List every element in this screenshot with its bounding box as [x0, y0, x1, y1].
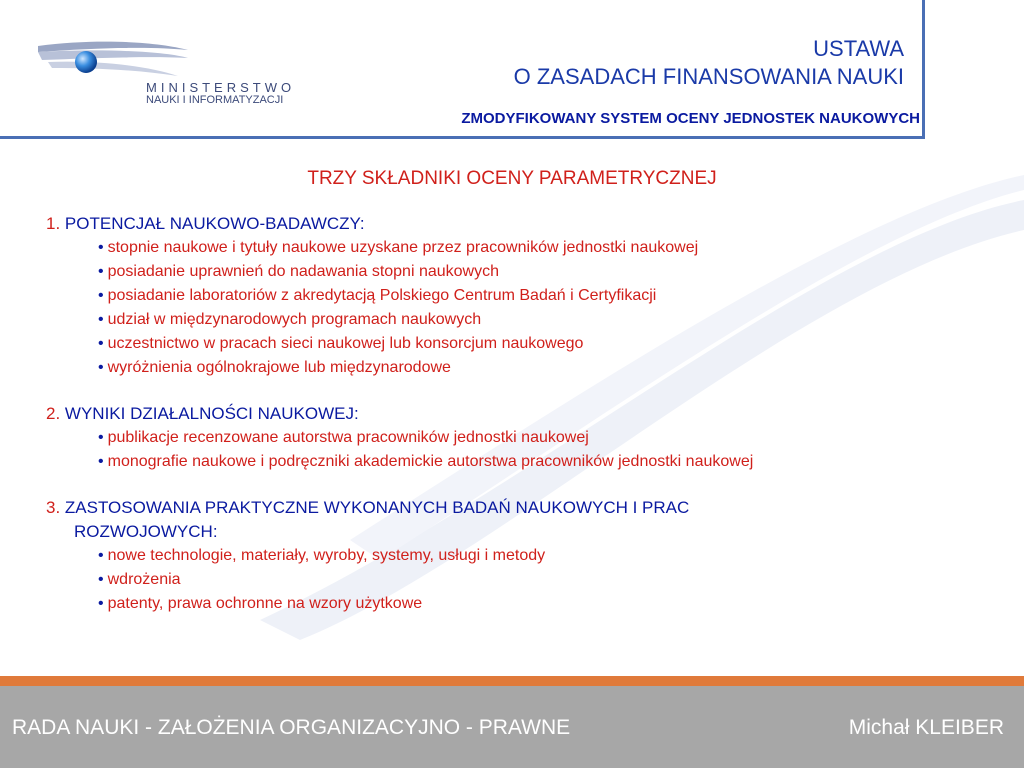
section-3-title-cont: ROZWOJOWYCH:: [74, 522, 218, 541]
logo-text-ministerstwo: MINISTERSTWO: [146, 80, 296, 95]
subtitle: ZMODYFIKOWANY SYSTEM OCENY JEDNOSTEK NAUKOWYCH: [461, 110, 920, 127]
list-item: • wdrożenia: [98, 571, 181, 588]
logo-text-nauki: NAUKI I INFORMATYZACJI: [146, 94, 284, 106]
section-1-number: 1.: [46, 214, 61, 233]
content-area: [46, 212, 986, 638]
section-3: [46, 496, 986, 616]
section-2-list: [46, 426, 986, 474]
section-1-title: [46, 212, 986, 236]
section-1-title-text: POTENCJAŁ NAUKOWO-BADAWCZY:: [64, 214, 365, 233]
list-item: • udział w międzynarodowych programach naukowych: [98, 311, 482, 328]
list-item: • publikacje recenzowane autorstwa pracowników jednostki naukowej: [98, 429, 589, 446]
list-item: • posiadanie laboratoriów z akredytacją Polskiego Centrum Badań i Certyfikacji: [98, 287, 657, 304]
title-ustawa: USTAWA: [813, 36, 904, 61]
main-heading: TRZY SKŁADNIKI OCENY PARAMETRYCZNEJ: [307, 168, 717, 189]
section-3-list: [46, 544, 986, 616]
section-3-title-text: ZASTOSOWANIA PRAKTYCZNE WYKONANYCH BADAŃ NAUKOWYCH I PRAC: [64, 498, 690, 517]
list-item: • uczestnictwo w pracach sieci naukowej lub konsorcjum naukowego: [98, 335, 584, 352]
section-3-number: 3.: [46, 498, 61, 517]
list-item: • monografie naukowe i podręczniki akademickie autorstwa pracowników jednostki naukowej: [98, 453, 754, 470]
footer-author: Michał KLEIBER: [848, 716, 1004, 739]
section-2: [46, 402, 986, 474]
section-1-list: [46, 236, 986, 380]
section-2-number: 2.: [46, 404, 61, 423]
section-2-title: [46, 402, 986, 426]
footer-title: RADA NAUKI - ZAŁOŻENIA ORGANIZACYJNO - PRAWNE: [12, 716, 571, 739]
section-2-title-text: WYNIKI DZIAŁALNOŚCI NAUKOWEJ:: [64, 404, 359, 423]
list-item: • stopnie naukowe i tytuły naukowe uzyskane przez pracowników jednostki naukowej: [98, 239, 699, 256]
footer-bar: [0, 686, 1024, 768]
list-item: • posiadanie uprawnień do nadawania stopni naukowych: [98, 263, 499, 280]
footer-accent-bar: [0, 676, 1024, 686]
section-3-title: [46, 496, 986, 520]
section-1: [46, 212, 986, 380]
list-item: • nowe technologie, materiały, wyroby, systemy, usługi i metody: [98, 547, 546, 564]
list-item: • wyróżnienia ogólnokrajowe lub międzynarodowe: [98, 359, 451, 376]
title-zasady: O ZASADACH FINANSOWANIA NAUKI: [513, 64, 904, 89]
list-item: • patenty, prawa ochronne na wzory użytkowe: [98, 595, 423, 612]
